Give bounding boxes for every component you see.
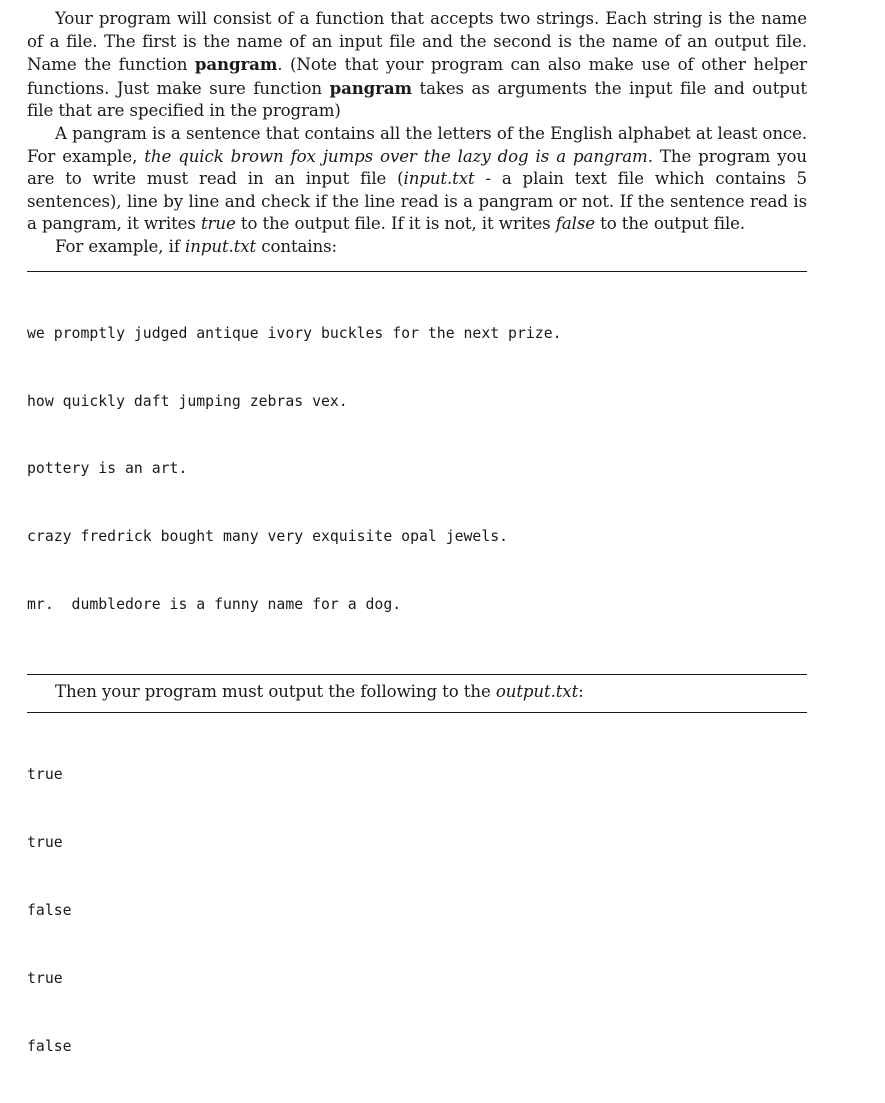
intro-text-2: . (Note that your program can also make use of other helper functions. Just make sure function (27, 55, 807, 98)
intro-paragraph (27, 8, 807, 123)
definition-text-3: - a plain text file which contains 5 sentences), line by line and check if the line read is a pangram or not. If the sentence read is a pangram, it writes (27, 169, 807, 234)
true-keyword-italic: true (200, 214, 236, 234)
input-line: mr. dumbledore is a funny name for a dog. (27, 595, 402, 613)
example-sentence-italic: the quick brown fox jumps over the lazy dog is a pangram. (144, 146, 653, 166)
output-filename-italic: output.txt (495, 681, 579, 701)
document-body (27, 8, 807, 1103)
input-top-rule (27, 271, 807, 272)
function-name-bold-1: pangram (194, 54, 278, 75)
definition-text-5: to the output file. (594, 214, 746, 234)
output-line: true (27, 969, 63, 987)
input-line: we promptly judged antique ivory buckles for the next prize. (27, 324, 562, 342)
function-name-bold-2: pangram (329, 77, 412, 98)
output-intro-paragraph (27, 681, 807, 704)
input-file-listing (27, 278, 807, 662)
example-intro-paragraph (27, 236, 807, 259)
input-line: how quickly daft jumping zebras vex. (27, 392, 348, 410)
output-line: true (27, 766, 63, 784)
output-intro-text-1: Then your program must output the following to the (55, 681, 496, 701)
output-file-listing (27, 719, 807, 1103)
definition-paragraph (27, 123, 807, 236)
input-line: crazy fredrick bought many very exquisite opal jewels. (27, 528, 509, 546)
definition-text-4: to the output file. If it is not, it writes (235, 214, 556, 234)
output-intro-text-2: : (578, 681, 584, 701)
output-line: false (27, 1037, 72, 1055)
false-keyword-italic: false (555, 214, 595, 234)
output-top-rule (27, 712, 807, 713)
definition-text-2: The program you are to write must read in an input file ( (27, 146, 807, 189)
input-bottom-rule (27, 674, 807, 675)
example-intro-text-1: For example, if (55, 236, 186, 256)
output-line: true (27, 834, 63, 852)
example-intro-text-2: contains: (256, 236, 338, 256)
input-filename-italic: input.txt (185, 236, 257, 256)
intro-text-1: Your program will consist of a function that accepts two strings. Each string is the name of a file. The first is the name of an input file and the second is the name of an output file. Name the function (27, 9, 807, 75)
intro-text-3: takes as arguments the input file and output file that are specified in the program) (27, 78, 807, 121)
input-line: pottery is an art. (27, 460, 188, 478)
definition-text-1: A pangram is a sentence that contains all the letters of the English alphabet at least once. For example, (27, 123, 807, 166)
input-filename-italic: input.txt (403, 169, 475, 189)
output-line: false (27, 901, 72, 919)
